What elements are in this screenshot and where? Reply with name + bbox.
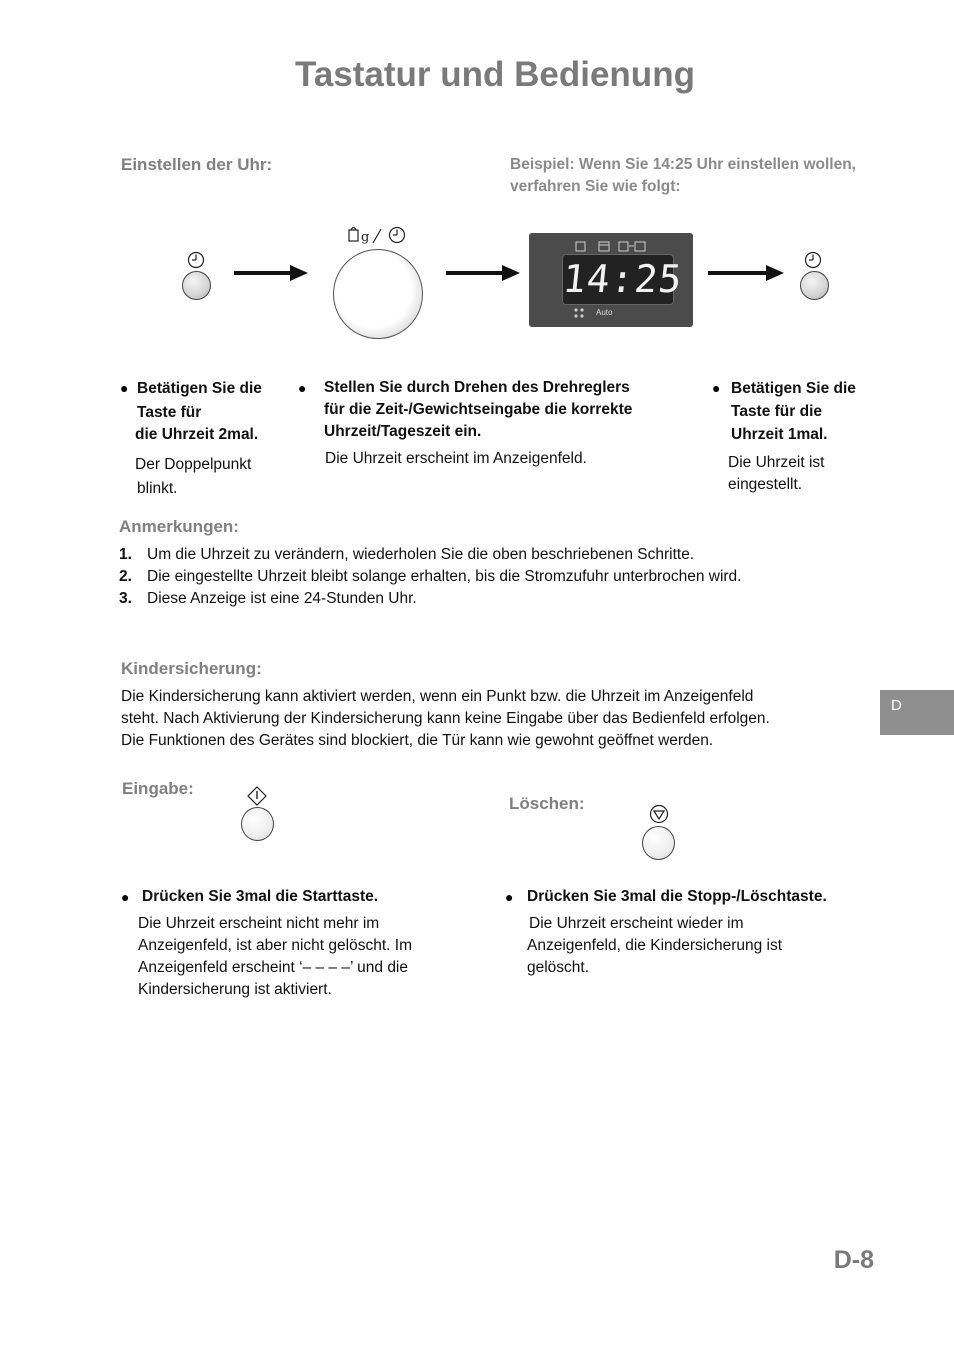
clock-icon	[186, 250, 206, 270]
input-note	[138, 913, 488, 1001]
step3-line: Betätigen Sie die	[731, 380, 856, 397]
step3-line: Uhrzeit 1mal.	[731, 426, 828, 443]
input-instruction: Drücken Sie 3mal die Starttaste.	[142, 888, 379, 905]
stop-icon	[648, 803, 670, 825]
note-text: Um die Uhrzeit zu verändern, wiederholen Sie die oben beschriebenen Schritte.	[147, 546, 695, 563]
bullet: ●	[121, 889, 130, 905]
note-text: Die eingestellte Uhrzeit bleibt solange erhalten, bis die Stromzufuhr unterbrochen wird.	[147, 568, 742, 585]
notes-list	[119, 544, 879, 610]
note-number: 2.	[119, 568, 132, 585]
note-number: 3.	[119, 590, 132, 607]
step3-note	[728, 452, 898, 496]
step1-line: die Uhrzeit 2mal.	[135, 426, 259, 443]
delete-note-line: gelöscht.	[527, 959, 590, 976]
notes-heading: Anmerkungen:	[119, 517, 239, 536]
clock-button-confirm[interactable]	[800, 271, 829, 300]
step3-note-line: eingestellt.	[728, 476, 803, 493]
input-note-line: Die Uhrzeit erscheint nicht mehr im	[138, 915, 380, 932]
delete-heading: Löschen:	[509, 794, 585, 813]
child-lock-line: Die Funktionen des Gerätes sind blockiert, die Tür kann wie gewohnt geöffnet werden.	[121, 732, 714, 749]
step1-note	[135, 453, 295, 501]
arrow-right-icon	[706, 262, 786, 284]
step1-note-line: blinkt.	[137, 480, 178, 497]
arrow-right-icon	[232, 262, 310, 284]
clock-example: Beispiel: Wenn Sie 14:25 Uhr einstellen wollen, verfahren Sie wie folgt:	[510, 156, 856, 195]
note-number: 1.	[119, 546, 132, 563]
step2-line: Stellen Sie durch Drehen des Drehreglers	[324, 379, 630, 396]
bullet: ●	[505, 889, 514, 905]
delete-note	[527, 913, 877, 979]
child-lock-heading: Kindersicherung:	[121, 659, 262, 678]
input-note-line: Kindersicherung ist aktiviert.	[138, 981, 332, 998]
note-item	[119, 588, 879, 610]
step1-note-line: Der Doppelpunkt	[135, 456, 252, 473]
program-icons	[575, 240, 649, 253]
dial-g-label: g	[361, 230, 370, 245]
time-weight-dial[interactable]	[333, 249, 423, 339]
note-text: Diese Anzeige ist eine 24-Stunden Uhr.	[147, 590, 417, 607]
clock-heading: Einstellen der Uhr:	[121, 155, 273, 174]
bullet: ●	[298, 380, 307, 396]
weight-icon	[573, 307, 585, 319]
auto-label: Auto	[596, 308, 613, 317]
page-number: D-8	[833, 1246, 874, 1274]
language-tab	[880, 690, 954, 735]
start-icon	[246, 785, 268, 807]
note-item	[119, 566, 879, 588]
bullet: ●	[120, 380, 129, 396]
step2-line: Uhrzeit/Tageszeit ein.	[324, 423, 482, 440]
page-title: Tastatur und Bedienung	[295, 55, 695, 94]
step3-instruction	[731, 377, 901, 446]
step1-instruction	[137, 378, 297, 446]
child-lock-description	[121, 686, 881, 752]
child-lock-line: Die Kindersicherung kann aktiviert werden, wenn ein Punkt bzw. die Uhrzeit im Anzeigenfeld	[121, 688, 754, 705]
input-note-line: Anzeigenfeld erscheint ‘– – – –’ und die	[138, 959, 409, 976]
step2-line: für die Zeit-/Gewichtseingabe die korrekte	[324, 401, 633, 418]
clock-button[interactable]	[182, 271, 211, 300]
bullet: ●	[712, 380, 721, 396]
step2-note: Die Uhrzeit erscheint im Anzeigenfeld.	[325, 450, 587, 467]
step3-note-line: Die Uhrzeit ist	[728, 454, 825, 471]
lcd-screen	[560, 254, 685, 305]
step2-instruction	[324, 377, 694, 443]
input-note-line: Anzeigenfeld, ist aber nicht gelöscht. Im	[138, 937, 412, 954]
input-heading: Eingabe:	[122, 779, 194, 798]
step3-line: Taste für die	[731, 403, 823, 420]
oven-display	[529, 233, 693, 327]
delete-note-line: Anzeigenfeld, die Kindersicherung ist	[527, 937, 783, 954]
stop-button[interactable]	[642, 826, 675, 860]
time-readout: 14:25	[560, 257, 685, 301]
delete-note-line: Die Uhrzeit erscheint wieder im	[529, 915, 744, 932]
start-button[interactable]	[241, 807, 274, 841]
language-tab-label: D	[891, 697, 902, 714]
child-lock-line: steht. Nach Aktivierung der Kindersicherung kann keine Eingabe über das Bedienfeld erfolgen.	[121, 710, 770, 727]
weight-time-icon	[346, 224, 406, 248]
step1-line: Betätigen Sie die	[137, 380, 262, 397]
note-item	[119, 544, 879, 566]
delete-instruction: Drücken Sie 3mal die Stopp-/Löschtaste.	[527, 888, 827, 905]
clock-icon	[803, 250, 823, 270]
step1-line: Taste für	[137, 404, 202, 421]
arrow-right-icon	[444, 262, 522, 284]
